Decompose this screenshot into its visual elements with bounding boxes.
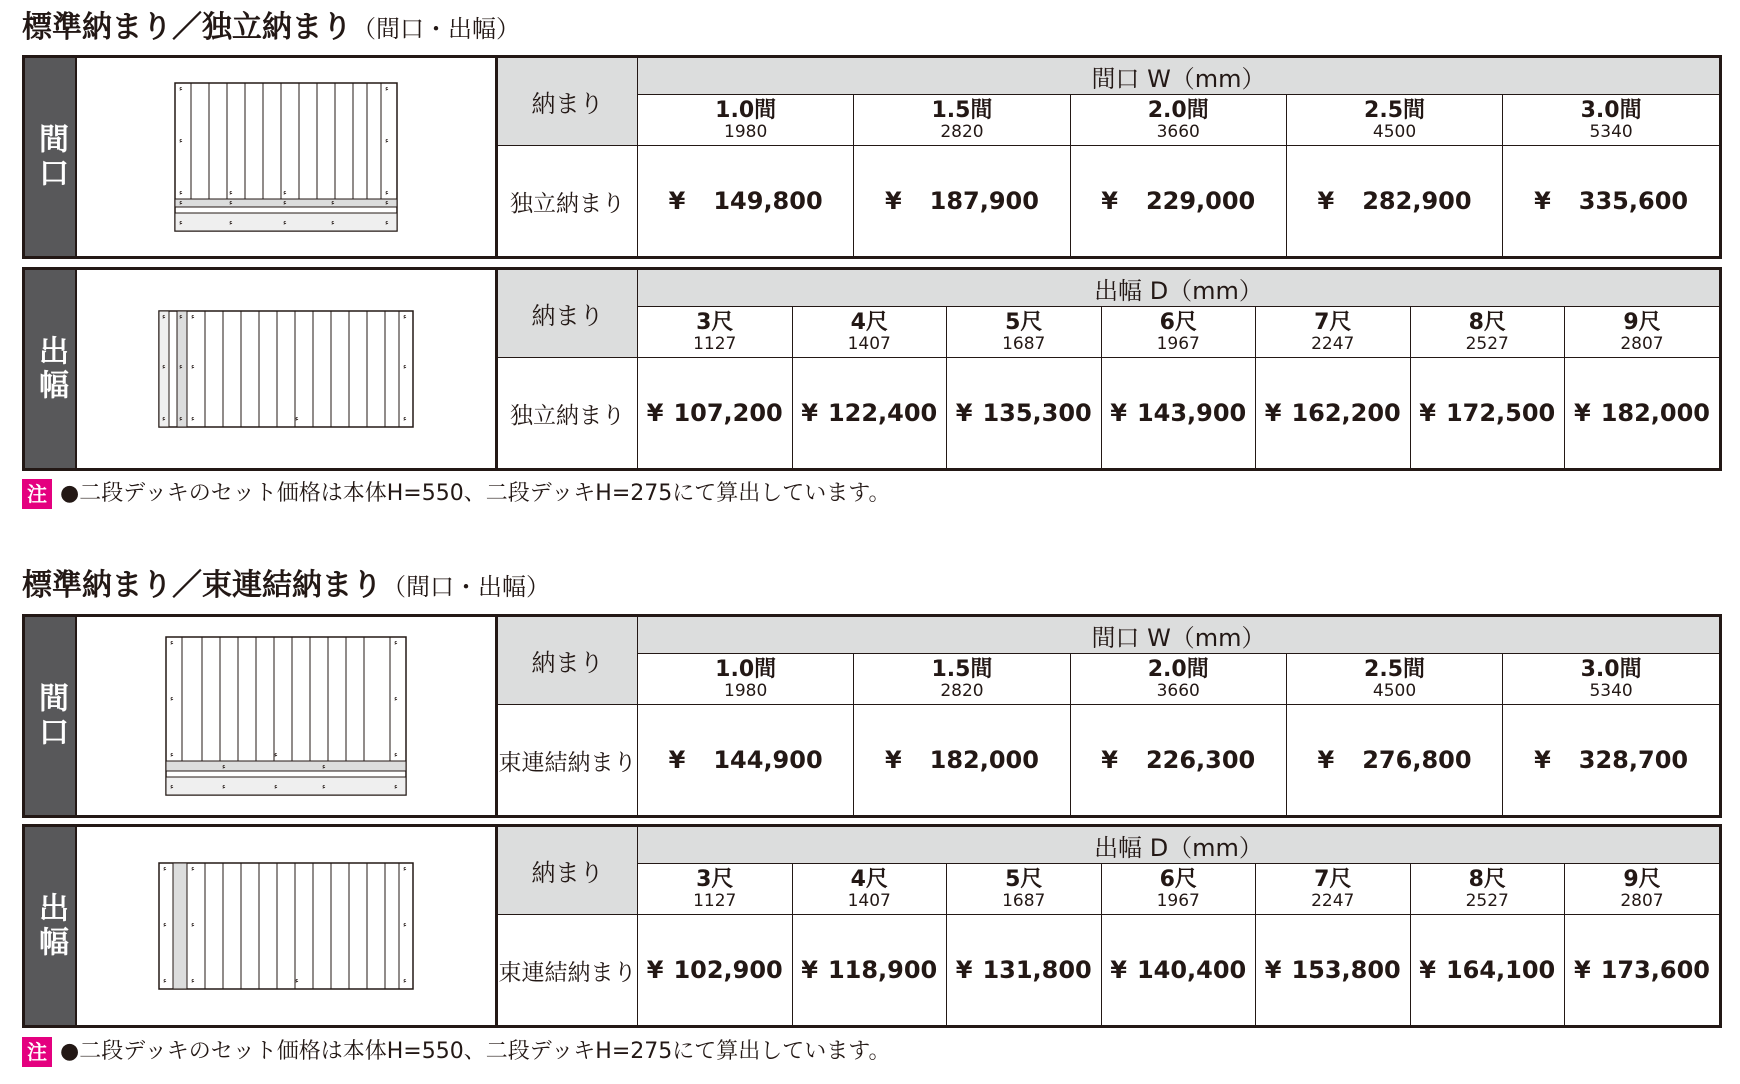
size-header: 2.0間 3660 [1070,95,1286,146]
width-price-block [22,55,1722,259]
svg-text:ء: ء [191,312,195,321]
svg-text:ء: ء [179,362,183,371]
size-header: 3.0間 5340 [1503,95,1719,146]
width-price-table [497,617,1719,815]
svg-text:ء: ء [283,188,287,197]
section-title-text: 標準納まり／束連結納まり [22,568,382,603]
svg-text:ء: ء [283,198,287,207]
group-label: 間口 W（mm） [638,617,1720,654]
svg-text:ء: ء [170,638,174,647]
section-title-text: 標準納まり／独立納まり [22,10,352,45]
price-cell: ¥ 187,900 [854,146,1070,257]
svg-text:ء: ء [385,198,389,207]
price-cell: ¥ 182,000 [1565,358,1720,469]
svg-text:ء: ء [229,198,233,207]
svg-text:ء: ء [331,198,335,207]
size-header: 3.0間 5340 [1503,654,1719,705]
deck-diagram-depth [77,270,497,468]
size-header: 5尺 1687 [947,307,1102,358]
corner-label: 納まり [498,827,638,915]
svg-text:ء: ء [162,312,166,321]
size-header: 1.5間 2820 [854,654,1070,705]
price-cell: ¥ 335,600 [1503,146,1719,257]
svg-text:ء: ء [295,976,299,985]
row-label: 束連結納まり [498,705,638,816]
size-header: 2.5間 4500 [1286,654,1502,705]
deck-diagram-width [77,617,497,815]
note-text: ●二段デッキのセット価格は本体H=550、二段デッキH=275にて算出しています。 [60,481,891,506]
deck-width-plan-icon [162,633,410,799]
section-title-suffix: （間口・出幅） [382,573,550,601]
svg-text:ء: ء [179,188,183,197]
size-header: 4尺 1407 [792,864,947,915]
svg-text:ء: ء [322,762,326,771]
size-header: 9尺 2807 [1565,864,1720,915]
svg-text:ء: ء [331,218,335,227]
note-text: ●二段デッキのセット価格は本体H=550、二段デッキH=275にて算出しています。 [60,1039,891,1064]
size-header: 3尺 1127 [638,307,793,358]
price-cell: ¥ 122,400 [792,358,947,469]
price-cell: ¥ 131,800 [947,915,1102,1026]
svg-text:ء: ء [162,362,166,371]
price-cell: ¥ 135,300 [947,358,1102,469]
svg-text:ء: ء [385,188,389,197]
svg-text:ء: ء [229,218,233,227]
price-cell: ¥ 153,800 [1256,915,1411,1026]
section-title [22,566,550,606]
deck-depth-plan-icon [155,307,417,431]
svg-text:ء: ء [179,312,183,321]
price-cell: ¥ 140,400 [1101,915,1256,1026]
svg-text:ء: ء [179,84,183,93]
size-header: 6尺 1967 [1101,307,1256,358]
side-label-depth: 出幅 [25,270,77,468]
price-cell: ¥ 144,900 [638,705,854,816]
deck-width-plan-icon [171,79,401,235]
svg-text:ء: ء [191,976,195,985]
size-header: 7尺 2247 [1256,307,1411,358]
depth-price-block [22,267,1722,471]
deck-depth-plan-icon [155,859,417,993]
section-title-suffix: （間口・出幅） [352,15,520,43]
svg-text:ء: ء [385,84,389,93]
svg-text:ء: ء [170,694,174,703]
svg-text:ء: ء [162,414,166,423]
size-header: 9尺 2807 [1565,307,1720,358]
svg-text:ء: ء [191,362,195,371]
size-header: 7尺 2247 [1256,864,1411,915]
svg-text:ء: ء [403,362,407,371]
note [22,1036,891,1068]
size-header: 8尺 2527 [1410,864,1565,915]
section-title [22,8,520,48]
price-cell: ¥ 276,800 [1286,705,1502,816]
svg-text:ء: ء [170,782,174,791]
svg-text:ء: ء [191,864,195,873]
size-header: 2.5間 4500 [1286,95,1502,146]
svg-text:ء: ء [394,638,398,647]
svg-text:ء: ء [394,782,398,791]
note-badge: 注 [22,479,52,509]
svg-text:ء: ء [191,920,195,929]
svg-text:ء: ء [385,218,389,227]
group-label: 出幅 D（mm） [638,270,1720,307]
size-header: 2.0間 3660 [1070,654,1286,705]
svg-text:ء: ء [222,782,226,791]
svg-text:ء: ء [394,694,398,703]
price-cell: ¥ 182,000 [854,705,1070,816]
svg-text:ء: ء [385,136,389,145]
size-header: 1.0間 1980 [638,654,854,705]
svg-text:ء: ء [163,920,167,929]
corner-label: 納まり [498,58,638,146]
price-cell: ¥ 229,000 [1070,146,1286,257]
row-label: 束連結納まり [498,915,638,1026]
price-cell: ¥ 226,300 [1070,705,1286,816]
depth-price-table [497,827,1719,1025]
group-label: 間口 W（mm） [638,58,1720,95]
svg-text:ء: ء [274,782,278,791]
svg-text:ء: ء [283,218,287,227]
svg-text:ء: ء [179,136,183,145]
svg-text:ء: ء [222,762,226,771]
width-price-block [22,614,1722,818]
width-price-table [497,58,1719,256]
size-header: 1.5間 2820 [854,95,1070,146]
svg-text:ء: ء [229,188,233,197]
side-label-width: 間口 [25,617,77,815]
note-badge: 注 [22,1037,52,1067]
size-header: 4尺 1407 [792,307,947,358]
svg-text:ء: ء [403,976,407,985]
svg-text:ء: ء [274,750,278,759]
size-header: 5尺 1687 [947,864,1102,915]
price-cell: ¥ 328,700 [1503,705,1719,816]
size-header: 3尺 1127 [638,864,793,915]
svg-text:ء: ء [163,976,167,985]
price-cell: ¥ 107,200 [638,358,793,469]
svg-text:ء: ء [403,414,407,423]
deck-diagram-depth [77,827,497,1025]
svg-text:ء: ء [322,782,326,791]
svg-text:ء: ء [403,312,407,321]
price-cell: ¥ 149,800 [638,146,854,257]
svg-text:ء: ء [191,414,195,423]
price-cell: ¥ 282,900 [1286,146,1502,257]
size-header: 1.0間 1980 [638,95,854,146]
svg-text:ء: ء [170,750,174,759]
svg-text:ء: ء [295,414,299,423]
note [22,478,891,510]
corner-label: 納まり [498,617,638,705]
deck-diagram-width [77,58,497,256]
size-header: 8尺 2527 [1410,307,1565,358]
price-cell: ¥ 118,900 [792,915,947,1026]
row-label: 独立納まり [498,358,638,469]
depth-price-block [22,824,1722,1028]
group-label: 出幅 D（mm） [638,827,1720,864]
svg-text:ء: ء [403,920,407,929]
size-header: 6尺 1967 [1101,864,1256,915]
price-cell: ¥ 173,600 [1565,915,1720,1026]
price-cell: ¥ 143,900 [1101,358,1256,469]
price-cell: ¥ 162,200 [1256,358,1411,469]
depth-price-table [497,270,1719,468]
svg-text:ء: ء [179,218,183,227]
price-cell: ¥ 172,500 [1410,358,1565,469]
price-cell: ¥ 102,900 [638,915,793,1026]
svg-text:ء: ء [179,414,183,423]
price-cell: ¥ 164,100 [1410,915,1565,1026]
corner-label: 納まり [498,270,638,358]
svg-text:ء: ء [394,750,398,759]
side-label-width: 間口 [25,58,77,256]
side-label-depth: 出幅 [25,827,77,1025]
svg-text:ء: ء [403,864,407,873]
svg-text:ء: ء [163,864,167,873]
row-label: 独立納まり [498,146,638,257]
svg-text:ء: ء [179,198,183,207]
